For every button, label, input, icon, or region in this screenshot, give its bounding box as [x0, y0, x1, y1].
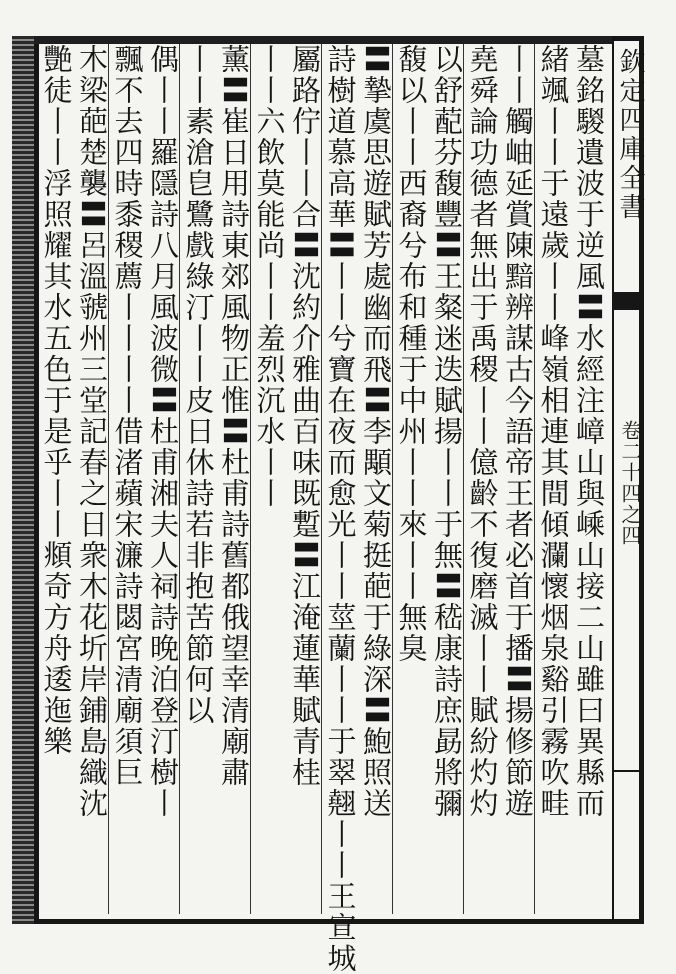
text-column: 緒颯丨丨于遠歲丨丨峰嶺相連其間傾瀾懷烟泉谿引霧吹畦	[536, 44, 571, 819]
text-column: 以舒蓜芬馥豐〓王粲迷迭賦揚丨丨于無〓嵇康詩庶勗將彌	[430, 44, 464, 819]
volume-label: 卷二十四之四	[618, 420, 642, 546]
text-column: 馥以丨丨西裔兮布和種于中州丨丨來丨丨無臭	[394, 44, 429, 664]
text-column: 丨丨六飲莫能尚丨丨羞烈沉水丨丨	[252, 44, 287, 509]
text-column: 木梁葩楚襲〓呂溫虢州三堂記春之日衆木花圻岸鋪島織沈	[75, 44, 109, 819]
text-column: 屬路佇丨丨合〓沈約介雅曲百味既蹔〓江淹蓮華賦青桂	[288, 44, 322, 788]
text-column: 堯舜論功德者無出于禹稷丨丨億齡不復磨滅丨丨賦紛灼灼	[465, 44, 500, 819]
fishtail-mark	[612, 292, 644, 310]
text-column: 艷徒丨丨浮照耀其水五色于是乎丨丨頫奇方舟逶迤樂	[39, 44, 74, 757]
text-column: 丨丨觸岫延賞陳黯辨謀古今語帝王者必首于播〓揚修節遊	[501, 44, 535, 819]
text-column: 偶丨丨羅隱詩八月風波微〓杜甫湘夫人祠詩晚泊登汀樹丨	[146, 44, 180, 819]
top-border	[34, 36, 612, 44]
text-column: 〓摯虞思遊賦芳處幽而飛〓李顒文菊挺葩于綠深〓鮑照送	[359, 44, 393, 819]
page-edge	[12, 36, 34, 924]
banner-divider	[612, 770, 644, 772]
text-column: 詩樹道慕高華〓丨丨兮寶在夜而愈光丨丨莖蘭丨丨于翠翹丨丨王宣城	[323, 44, 358, 974]
text-column: 飄不去四時黍稷薦丨丨丨丨借渚蘋宋濂詩閟宮清廟須巨	[110, 44, 145, 788]
text-column: 薰〓崔日用詩東郊風物正惟〓杜甫詩舊都俄望幸清廟肅	[217, 44, 251, 788]
text-column: 丨丨素滄皀鷺戲綠汀丨丨皮日休詩若非抱苦節何以	[181, 44, 216, 726]
text-column: 墓銘騣遺波于逆風〓水經注嶂山與嵊山接二山雖曰異縣而	[572, 44, 606, 819]
book-title: 欽定四庫全書	[615, 48, 645, 222]
